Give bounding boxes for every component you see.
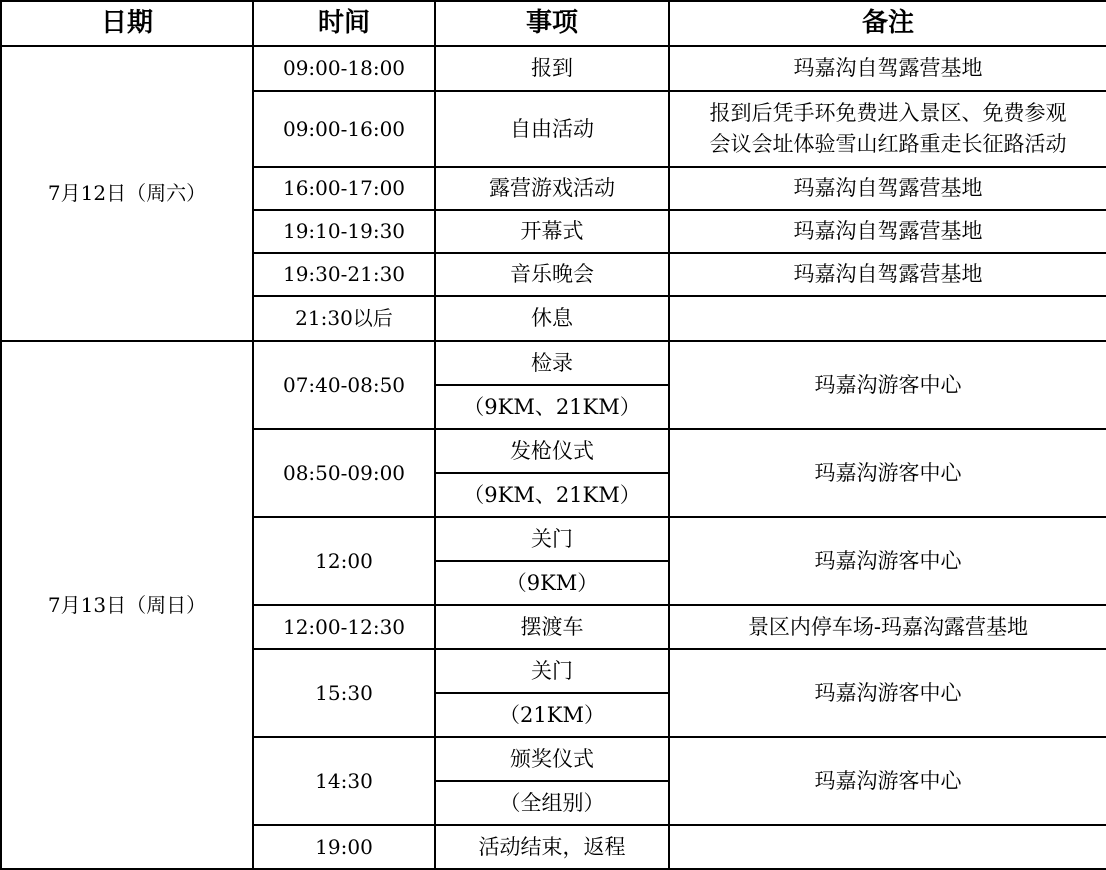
header-row — [1, 1, 1106, 46]
note-cell: 玛嘉沟自驾露营基地 — [669, 46, 1106, 91]
date-cell-day1: 7月12日（周六） — [1, 46, 253, 341]
note-cell — [669, 296, 1106, 341]
time-cell: 08:50-09:00 — [253, 429, 435, 517]
note-cell: 玛嘉沟游客中心 — [669, 649, 1106, 737]
item-cell: 活动结束，返程 — [435, 825, 669, 869]
time-cell: 12:00 — [253, 517, 435, 605]
item-cell: 颁奖仪式 — [435, 737, 669, 781]
note-cell — [669, 825, 1106, 869]
note-cell: 玛嘉沟游客中心 — [669, 341, 1106, 429]
item-cell: 露营游戏活动 — [435, 167, 669, 210]
item-sub-cell: （21KM） — [435, 693, 669, 737]
time-cell: 19:10-19:30 — [253, 210, 435, 253]
header-note: 备注 — [669, 1, 1106, 46]
item-cell: 音乐晚会 — [435, 253, 669, 296]
header-time: 时间 — [253, 1, 435, 46]
item-sub-cell: （9KM） — [435, 561, 669, 605]
item-cell: 报到 — [435, 46, 669, 91]
table-row — [1, 46, 1106, 91]
time-cell: 19:30-21:30 — [253, 253, 435, 296]
note-cell: 玛嘉沟游客中心 — [669, 429, 1106, 517]
header-item: 事项 — [435, 1, 669, 46]
note-line: 报到后凭手环免费进入景区、免费参观 — [709, 101, 1067, 125]
date-cell-day2: 7月13日（周日） — [1, 341, 253, 869]
time-cell: 21:30以后 — [253, 296, 435, 341]
time-cell: 15:30 — [253, 649, 435, 737]
item-cell: 休息 — [435, 296, 669, 341]
item-cell: 开幕式 — [435, 210, 669, 253]
item-sub-cell: （全组别） — [435, 781, 669, 825]
item-cell: 关门 — [435, 517, 669, 561]
time-cell: 16:00-17:00 — [253, 167, 435, 210]
note-cell: 景区内停车场-玛嘉沟露营基地 — [669, 605, 1106, 649]
item-sub-cell: （9KM、21KM） — [435, 385, 669, 429]
item-cell: 摆渡车 — [435, 605, 669, 649]
note-line: 会议会址体验雪山红路重走长征路活动 — [709, 132, 1067, 156]
time-cell: 09:00-18:00 — [253, 46, 435, 91]
note-cell: 玛嘉沟自驾露营基地 — [669, 253, 1106, 296]
time-cell: 14:30 — [253, 737, 435, 825]
table-row — [1, 341, 1106, 385]
note-cell — [669, 91, 1106, 167]
time-cell: 19:00 — [253, 825, 435, 869]
note-cell: 玛嘉沟游客中心 — [669, 737, 1106, 825]
header-date: 日期 — [1, 1, 253, 46]
item-cell: 自由活动 — [435, 91, 669, 167]
note-cell: 玛嘉沟自驾露营基地 — [669, 210, 1106, 253]
item-cell: 发枪仪式 — [435, 429, 669, 473]
time-cell: 07:40-08:50 — [253, 341, 435, 429]
item-cell: 关门 — [435, 649, 669, 693]
note-cell: 玛嘉沟自驾露营基地 — [669, 167, 1106, 210]
item-cell: 检录 — [435, 341, 669, 385]
note-cell: 玛嘉沟游客中心 — [669, 517, 1106, 605]
item-sub-cell: （9KM、21KM） — [435, 473, 669, 517]
time-cell: 12:00-12:30 — [253, 605, 435, 649]
time-cell: 09:00-16:00 — [253, 91, 435, 167]
